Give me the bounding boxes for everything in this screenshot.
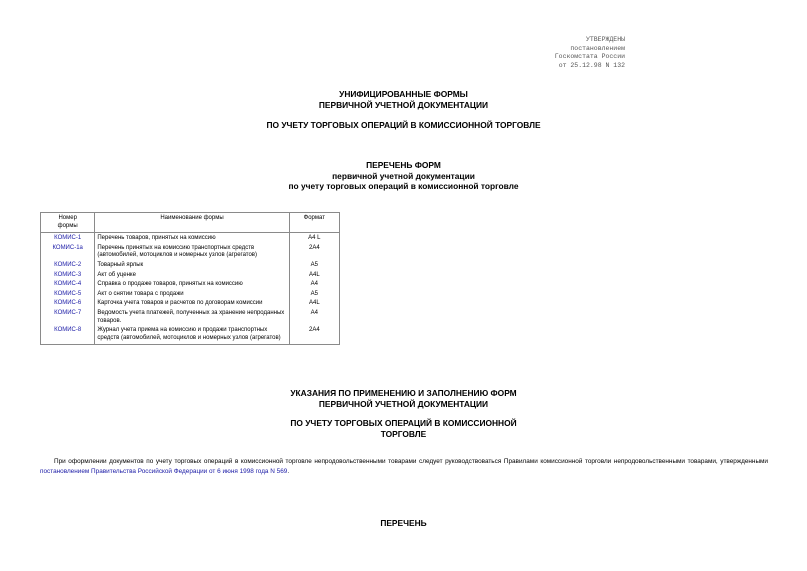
- form-name: Справка о продаже товаров, принятых на комиссию: [95, 280, 289, 290]
- form-format: А5: [289, 290, 339, 300]
- form-name: Акт об уценке: [95, 271, 289, 281]
- resolution-link[interactable]: постановлением Правительства Российской Федерации от 6 июня 1998 года N 569: [40, 468, 288, 475]
- form-format: А4L: [289, 299, 339, 309]
- col-format-header: Формат: [289, 213, 339, 233]
- col-code-header-text: Номер: [58, 215, 77, 221]
- col-code-header-text: формы: [57, 222, 78, 229]
- table-row: [41, 271, 340, 281]
- form-name: Перечень товаров, принятых на комиссию: [95, 233, 289, 244]
- approval-line: от 25.12.98 N 132: [558, 61, 625, 69]
- form-name: Ведомость учета платежей, полученных за хранение непроданных товаров.: [95, 309, 289, 326]
- form-name: Товарный ярлык: [95, 261, 289, 271]
- paragraph-text: При оформлении документов по учету торговых операций в комиссионной торговле непродовольственными товарами следует руководствоваться Правилами комиссионной торговли непродовольственными товарами, утвержденными: [54, 458, 768, 465]
- instructions-heading-line: УКАЗАНИЯ ПО ПРИМЕНЕНИЮ И ЗАПОЛНЕНИЮ ФОРМ: [290, 388, 517, 398]
- form-code-link[interactable]: КОМИС-1: [41, 233, 95, 244]
- list-heading-line: первичной учетной документации: [332, 170, 475, 181]
- table-row: [41, 261, 340, 271]
- approval-line: Госкомстата России: [554, 53, 625, 60]
- footer-heading: ПЕРЕЧЕНЬ: [380, 518, 427, 528]
- form-code-link[interactable]: КОМИС-3: [41, 271, 95, 281]
- document-title: [0, 89, 807, 110]
- form-format: 2А4: [289, 326, 339, 345]
- form-name: Журнал учета приема на комиссию и продажи транспортных средств (автомобилей, мотоциклов и номерных узлов (агрегатов): [95, 326, 289, 345]
- table-row: [41, 244, 340, 261]
- form-code-link[interactable]: КОМИС-2: [41, 261, 95, 271]
- form-code-link[interactable]: КОМИС-5: [41, 290, 95, 300]
- forms-table: [40, 212, 340, 345]
- table-header-row: [41, 213, 340, 233]
- form-name: Карточка учета товаров и расчетов по договорам комиссии: [95, 299, 289, 309]
- form-format: А4: [289, 309, 339, 326]
- approval-stamp: [555, 36, 625, 70]
- paragraph-text-end: .: [287, 468, 290, 475]
- instructions-heading-line: ТОРГОВЛЕ: [380, 428, 427, 439]
- form-code-link[interactable]: КОМИС-7: [41, 309, 95, 326]
- table-row: [41, 309, 340, 326]
- instructions-paragraph: [40, 457, 768, 477]
- table-row: [41, 233, 340, 244]
- table-row: [41, 299, 340, 309]
- document-subtitle: ПО УЧЕТУ ТОРГОВЫХ ОПЕРАЦИЙ В КОМИССИОННОЙ ТОРГОВЛЕ: [266, 120, 541, 130]
- form-name: Акт о снятии товара с продажи: [95, 290, 289, 300]
- form-code-link[interactable]: КОМИС-6: [41, 299, 95, 309]
- list-heading: [0, 160, 807, 192]
- form-code-link[interactable]: КОМИС-1а: [41, 244, 95, 261]
- instructions-heading: [0, 388, 807, 409]
- instructions-subheading: [0, 418, 807, 439]
- form-format: А5: [289, 261, 339, 271]
- list-heading-line: по учету торговых операций в комиссионной торговле: [288, 181, 519, 191]
- approval-line: УТВЕРЖДЕНЫ: [585, 36, 625, 43]
- table-row: [41, 326, 340, 345]
- table-body: [41, 233, 340, 345]
- table-row: [41, 280, 340, 290]
- instructions-heading-line: ПО УЧЕТУ ТОРГОВЫХ ОПЕРАЦИЙ В КОМИССИОННОЙ: [290, 418, 517, 428]
- form-format: А4: [289, 280, 339, 290]
- form-format: А4L: [289, 271, 339, 281]
- form-format: А4 L: [289, 233, 339, 244]
- form-code-link[interactable]: КОМИС-8: [41, 326, 95, 345]
- title-line: УНИФИЦИРОВАННЫЕ ФОРМЫ: [339, 89, 468, 99]
- approval-line: постановлением: [570, 44, 625, 52]
- col-code-header: [41, 213, 95, 233]
- list-heading-line: ПЕРЕЧЕНЬ ФОРМ: [366, 160, 441, 170]
- col-name-header: Наименование формы: [95, 213, 289, 233]
- table-row: [41, 290, 340, 300]
- form-format: 2А4: [289, 244, 339, 261]
- instructions-heading-line: ПЕРВИЧНОЙ УЧЕТНОЙ ДОКУМЕНТАЦИИ: [318, 398, 489, 409]
- form-code-link[interactable]: КОМИС-4: [41, 280, 95, 290]
- form-name: Перечень принятых на комиссию транспортных средств (автомобилей, мотоциклов и номерных узлов (агрегатов): [95, 244, 289, 261]
- title-line: ПЕРВИЧНОЙ УЧЕТНОЙ ДОКУМЕНТАЦИИ: [318, 99, 489, 110]
